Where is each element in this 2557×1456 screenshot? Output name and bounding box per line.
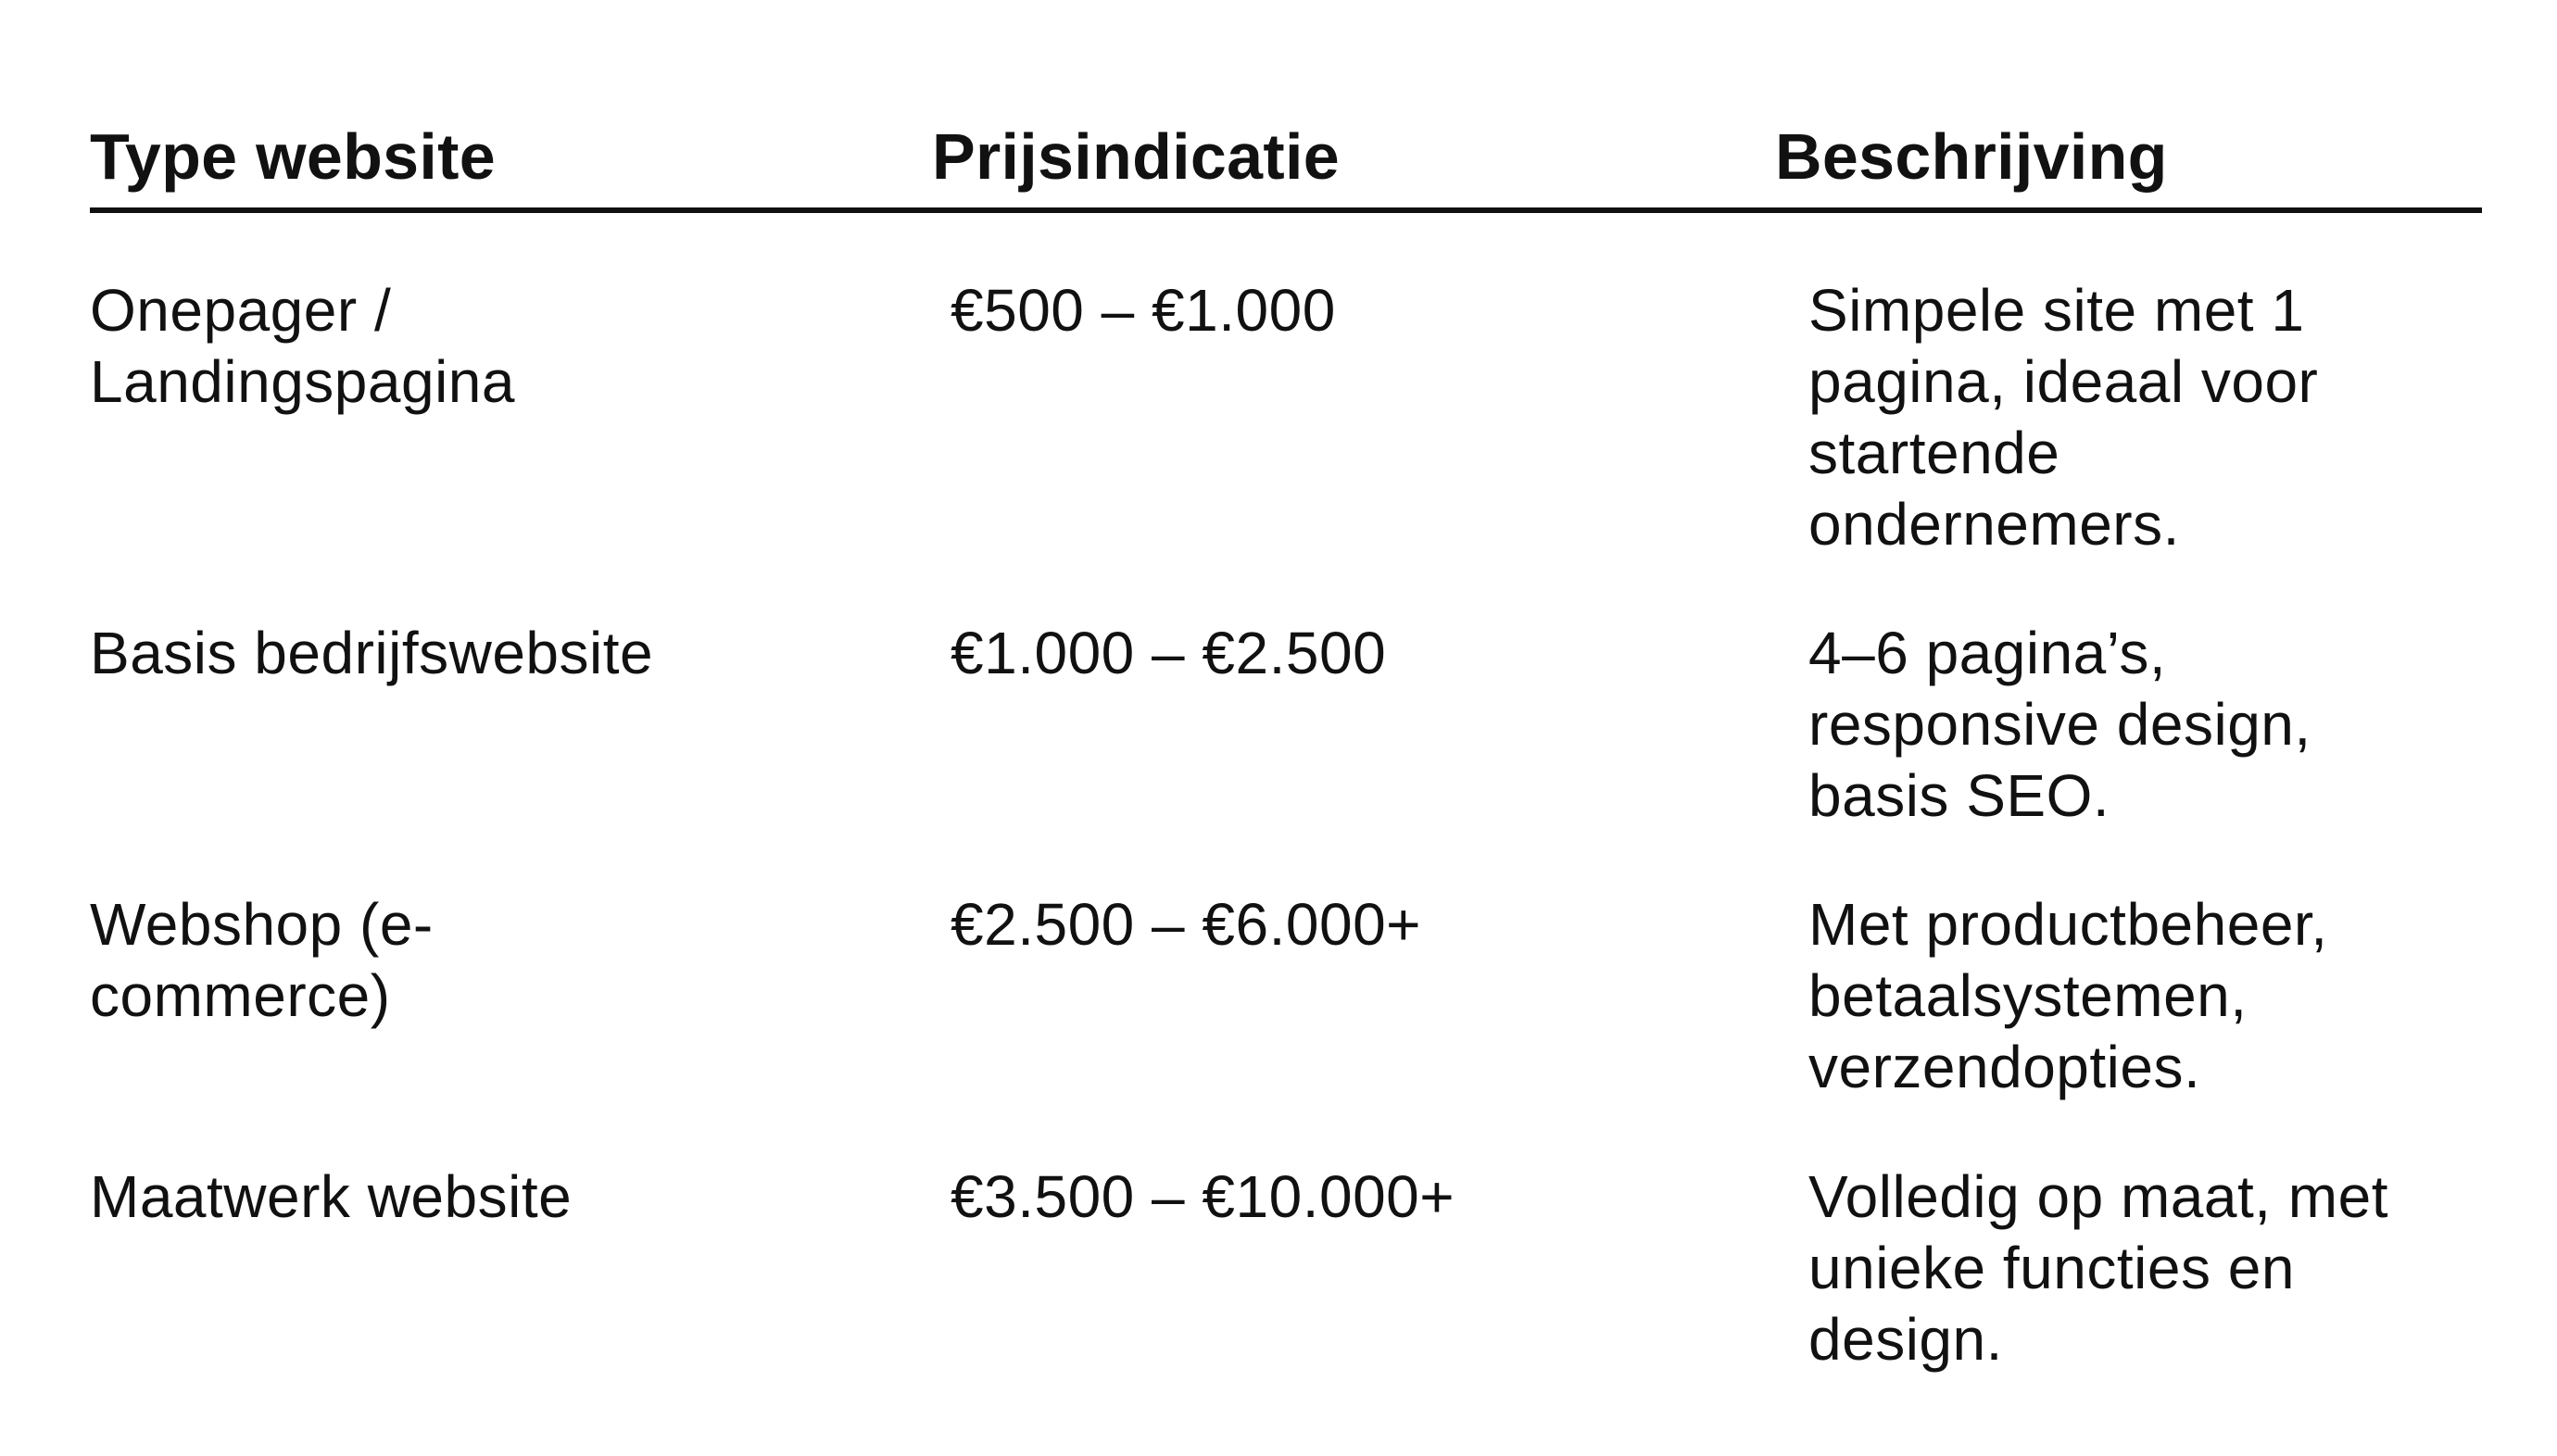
cell-line: Landingspagina — [90, 348, 515, 415]
cell-description — [1808, 1161, 2457, 1375]
cell-line: betaalsystemen, — [1808, 962, 2248, 1029]
cell-line: startende — [1808, 420, 2060, 486]
cell-line: ondernemers. — [1808, 491, 2180, 558]
cell-line: unieke functies en — [1808, 1235, 2295, 1301]
column-header-type: Type website — [90, 120, 496, 193]
cell-line: responsive design, — [1808, 691, 2311, 758]
cell-line: Onepager / — [90, 277, 392, 344]
cell-line: Simpele site met 1 — [1808, 277, 2305, 344]
cell-line: Maatwerk website — [90, 1163, 573, 1230]
cell-line: Basis bedrijfswebsite — [90, 620, 654, 686]
cell-line: pagina, ideaal voor — [1808, 348, 2319, 415]
table-header — [90, 117, 2482, 213]
cell-description — [1808, 618, 2457, 832]
cell-type — [90, 275, 887, 418]
cell-type — [90, 618, 887, 689]
cell-price: €1.000 – €2.500 — [951, 620, 1387, 686]
cell-line: basis SEO. — [1808, 762, 2110, 829]
cell-line: design. — [1808, 1306, 2003, 1373]
cell-line: commerce) — [90, 962, 391, 1029]
column-header-description: Beschrijving — [1775, 120, 2168, 193]
cell-type — [90, 889, 887, 1032]
cell-price: €500 – €1.000 — [951, 277, 1336, 344]
pricing-table — [90, 0, 2482, 1456]
cell-line: Webshop (e- — [90, 891, 434, 958]
cell-line: Volledig op maat, met — [1808, 1163, 2388, 1230]
cell-description — [1808, 889, 2457, 1103]
cell-line: 4–6 pagina’s, — [1808, 620, 2167, 686]
column-header-price: Prijsindicatie — [932, 120, 1340, 193]
cell-line: Met productbeheer, — [1808, 891, 2328, 958]
cell-price: €3.500 – €10.000+ — [951, 1163, 1455, 1230]
cell-price: €2.500 – €6.000+ — [951, 891, 1422, 958]
cell-type — [90, 1161, 887, 1233]
cell-description — [1808, 275, 2457, 560]
cell-line: verzendopties. — [1808, 1034, 2201, 1100]
